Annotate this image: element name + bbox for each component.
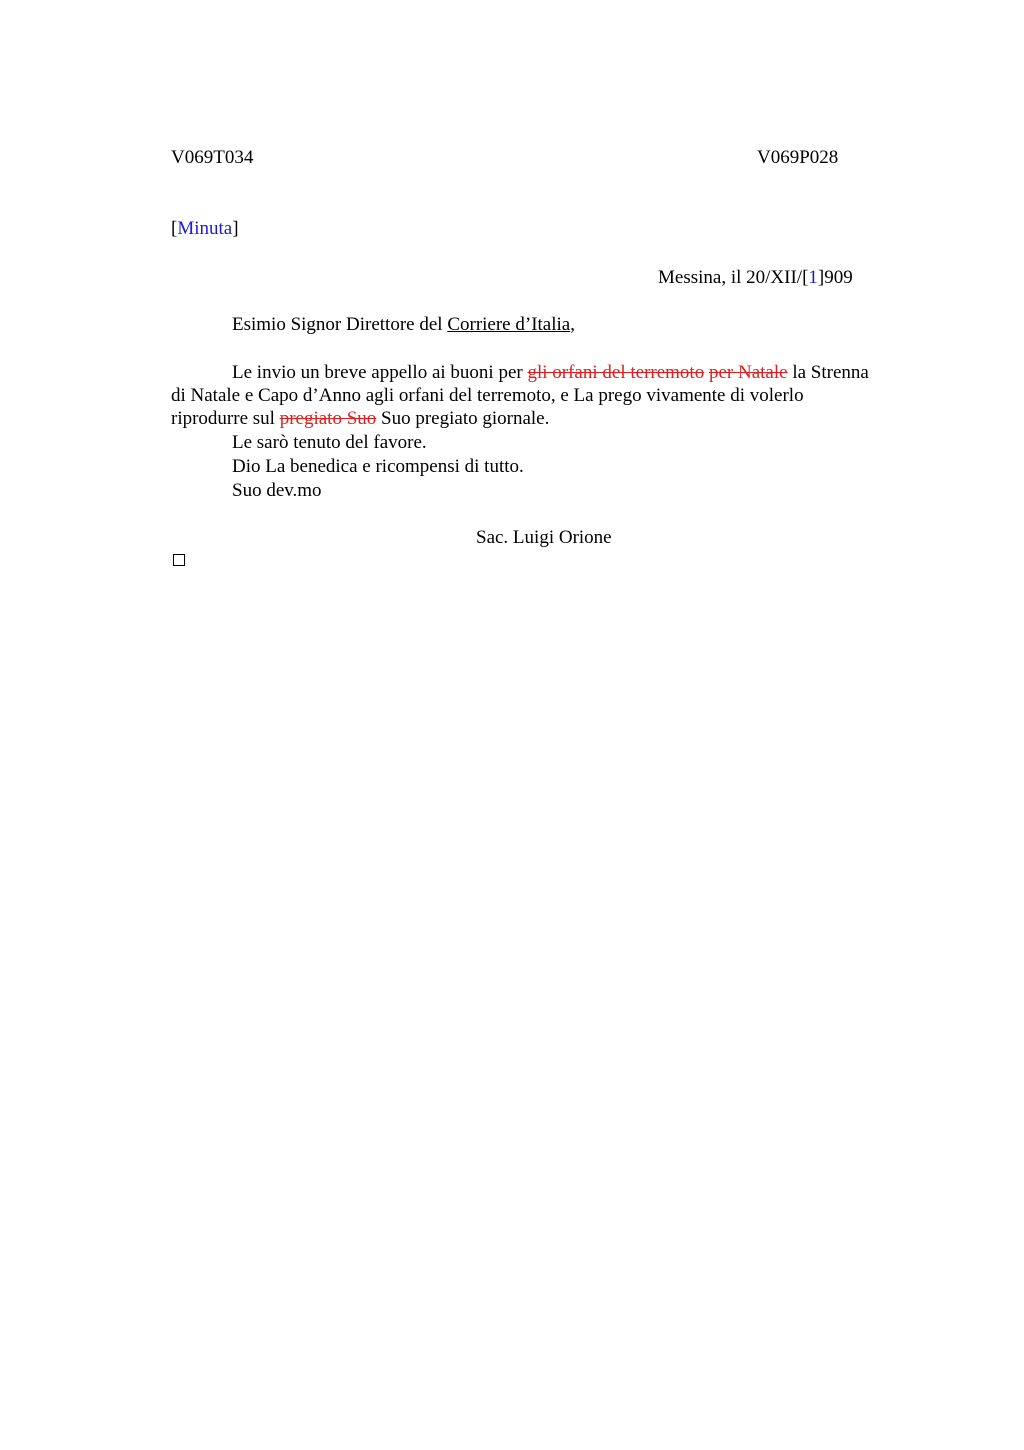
deleted-text: pregiato Suo (279, 408, 377, 429)
newspaper-name: Corriere d’Italia (447, 314, 571, 335)
letter-date (658, 266, 853, 290)
document-code-right: V069P028 (757, 147, 839, 168)
deleted-text: per Natale (708, 362, 788, 383)
body-text: la Strenna (787, 362, 869, 383)
end-marker-checkbox (173, 554, 185, 566)
date-suffix: ]909 (817, 267, 853, 288)
body-line-1 (232, 361, 869, 385)
body-line-4: Le sarò tenuto del favore. (232, 432, 427, 453)
date-prefix: Messina, il 20/XII/[ (658, 267, 809, 288)
body-text: Suo pregiato giornale. (376, 408, 550, 429)
signature: Sac. Luigi Orione (476, 527, 612, 548)
date-editorial-insert: 1 (808, 267, 818, 288)
bracket-close: ] (232, 218, 239, 239)
closing-line: Suo dev.mo (232, 480, 322, 501)
deleted-text: gli orfani del terremoto (527, 362, 705, 383)
body-text: Le invio un breve appello ai buoni per (232, 362, 528, 383)
salutation-suffix: , (570, 314, 575, 335)
document-code-left: V069T034 (171, 147, 254, 168)
salutation-prefix: Esimio Signor Direttore del (232, 314, 448, 335)
body-line-3 (171, 407, 549, 431)
body-line-5: Dio La benedica e ricompensi di tutto. (232, 456, 524, 477)
bracket-open: [ (171, 218, 178, 239)
minuta-label (171, 217, 239, 241)
body-text: riprodurre sul (171, 408, 280, 429)
salutation (232, 313, 575, 337)
body-line-2: di Natale e Capo d’Anno agli orfani del terremoto, e La prego vivamente di volerlo (171, 385, 804, 406)
minuta-text: Minuta (177, 218, 233, 239)
